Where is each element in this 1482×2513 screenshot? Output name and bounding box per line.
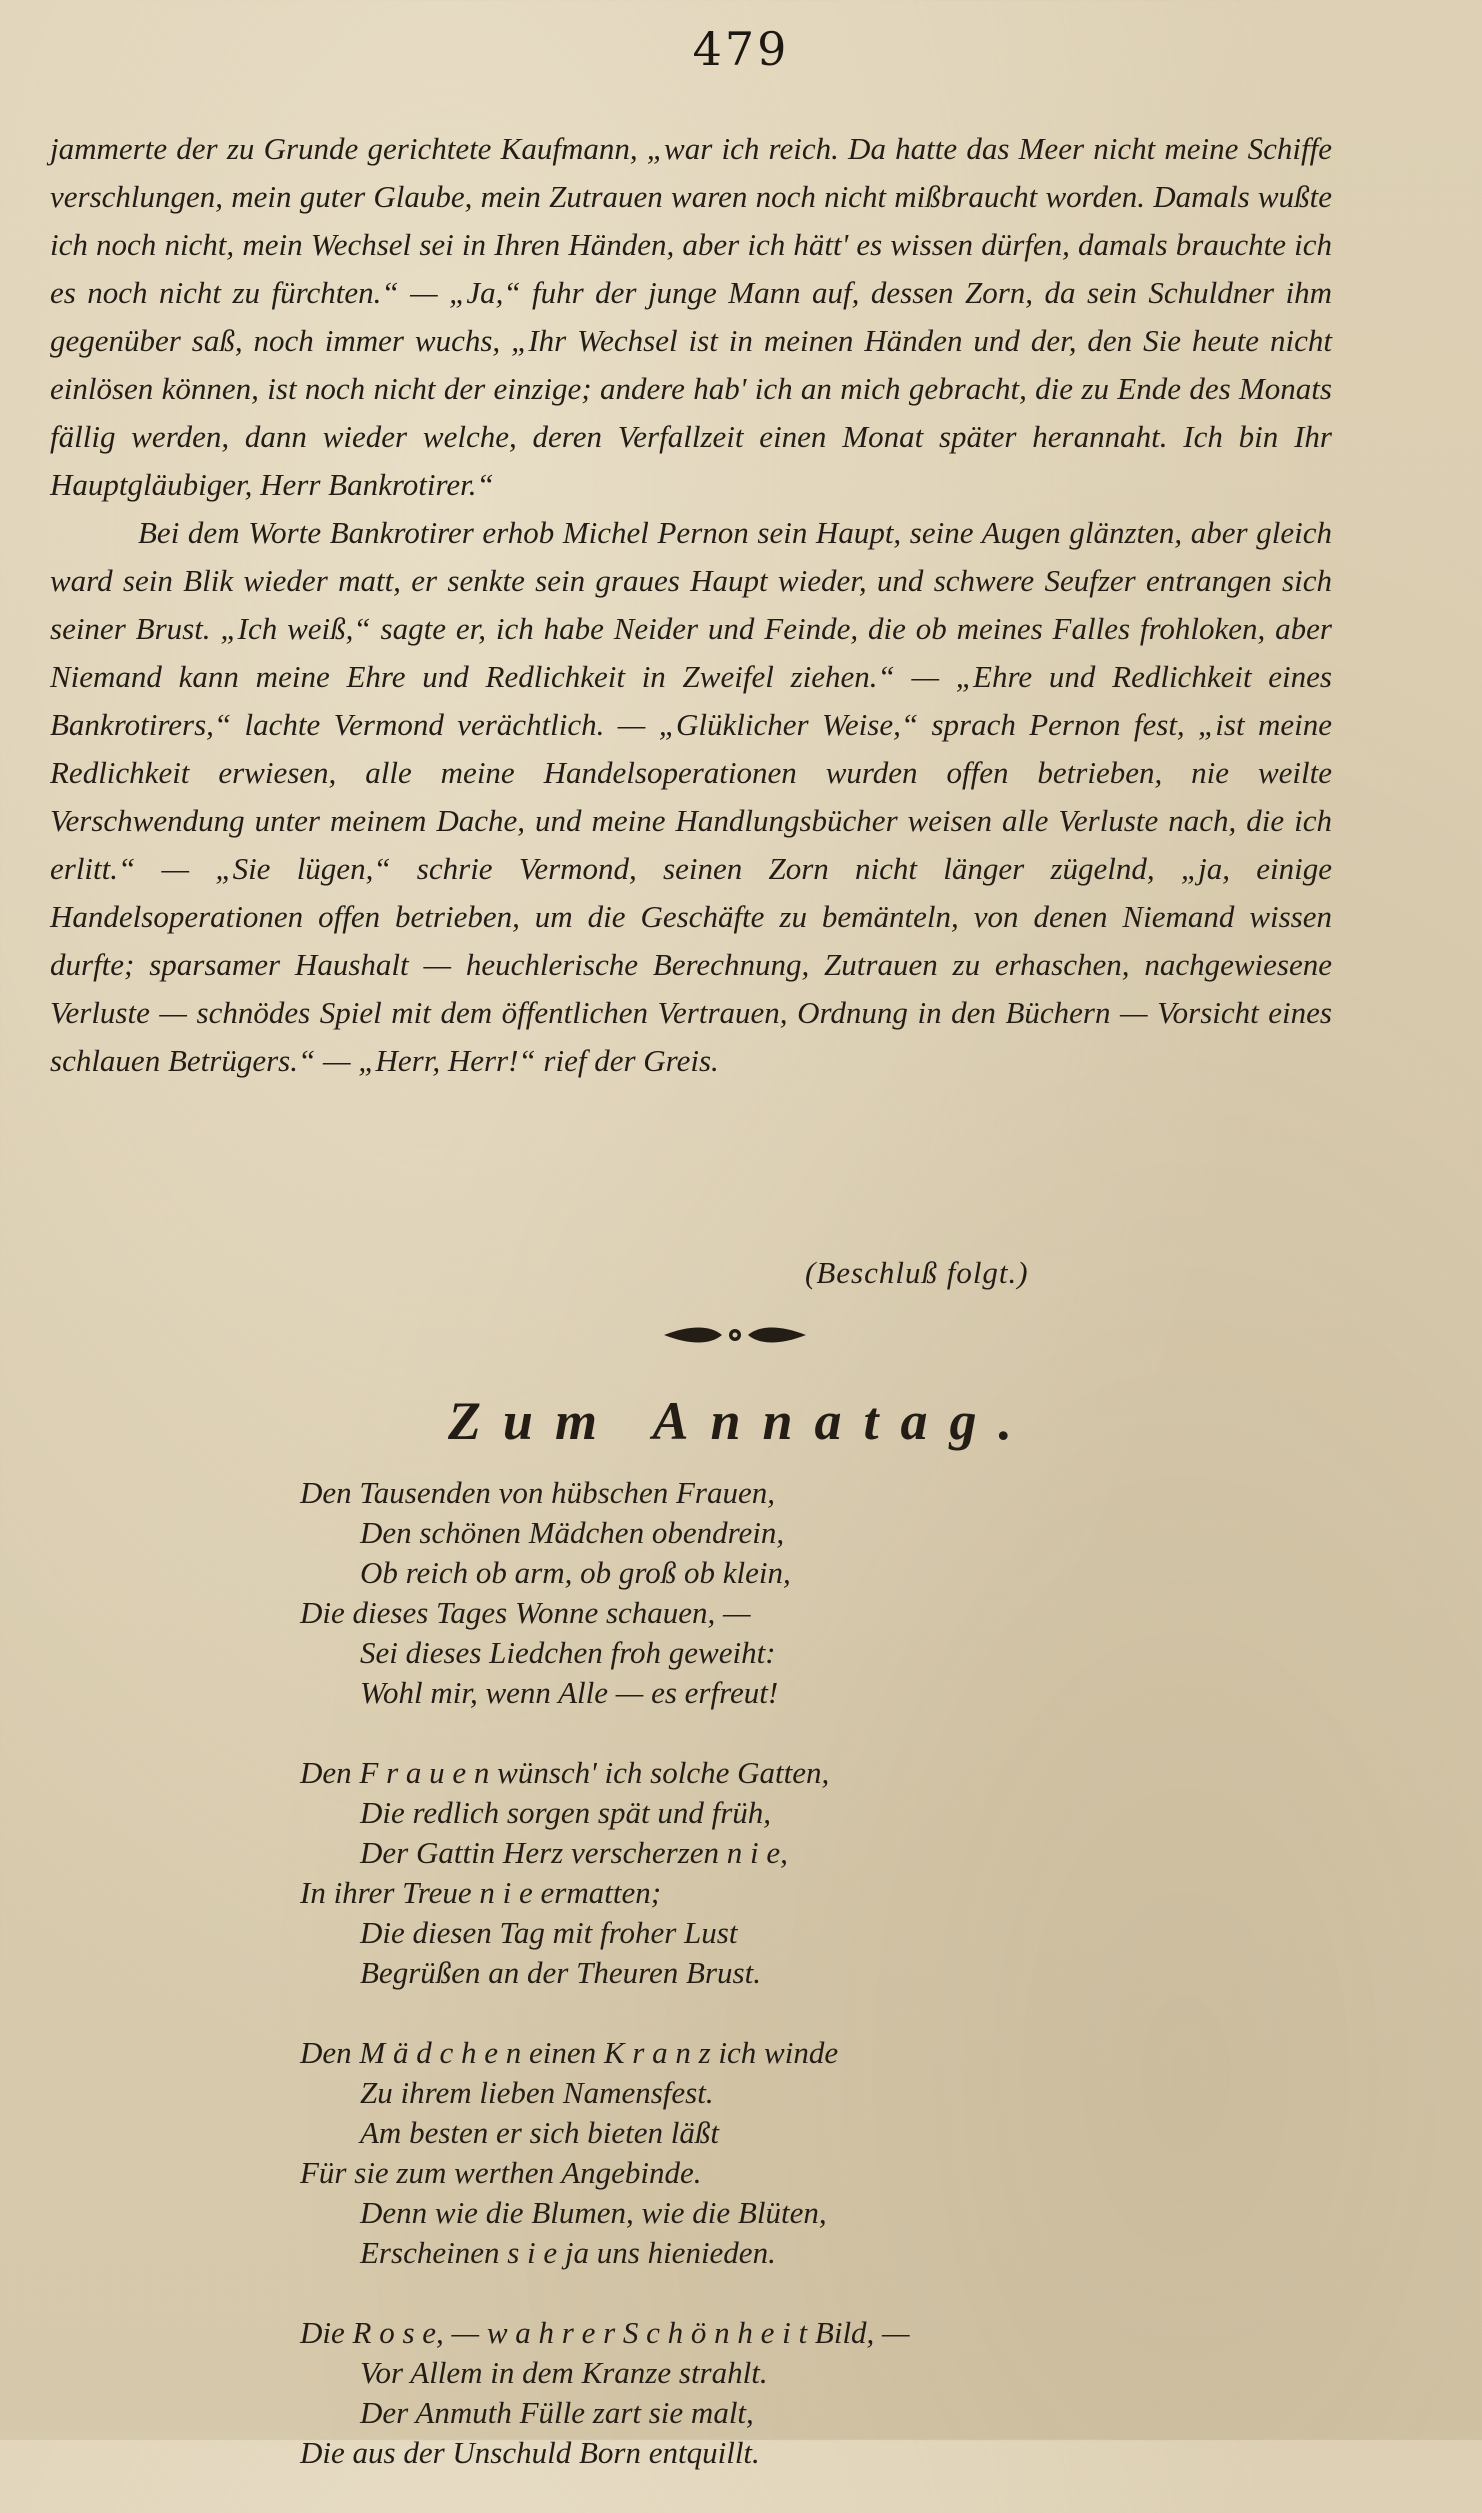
poem xyxy=(300,1473,1350,2513)
poem-line: Erscheinen s i e ja uns hienieden. xyxy=(360,2235,776,2270)
story-text xyxy=(50,125,1332,1085)
story-paragraph: jammerte der zu Grunde gerichtete Kaufmann, „war ich reich. Da hatte das Meer nicht meine Schiffe verschlungen, mein guter Glaube, mein Zutrauen waren noch nicht mißbraucht worden. Damals wußte ich noch nicht, mein Wechsel sei in Ihren Händen, aber ich hätt' es wissen dürfen, damals brauchte ich es noch nicht zu fürchten.“ — „Ja,“ fuhr der junge Mann auf, dessen Zorn, da sein Schuldner ihm gegenüber saß, noch immer wuchs, „Ihr Wechsel ist in meinen Händen und der, den Sie heute nicht einlösen können, ist noch nicht der einzige; andere hab' ich an mich gebracht, die zu Ende des Monats fällig werden, dann wieder welche, deren Verfallzeit einen Monat später herannaht. Ich bin Ihr Hauptgläubiger, Herr Bankrotirer.“ xyxy=(50,131,1332,502)
poem-line: Die aus der Unschuld Born entquillt. xyxy=(300,2435,760,2470)
poem-line: Ob reich ob arm, ob groß ob klein, xyxy=(360,1555,791,1590)
poem-line: Wohl mir, wenn Alle — es erfreut! xyxy=(360,1675,779,1710)
poem-line: Die dieses Tages Wonne schauen, — xyxy=(300,1595,751,1630)
poem-line: Den Tausenden von hübschen Frauen, xyxy=(300,1475,775,1510)
poem-line: Die R o s e, — w a h r e r S c h ö n h e i t Bild, — xyxy=(300,2315,910,2350)
poem-line: Vor Allem in dem Kranze strahlt. xyxy=(360,2355,768,2390)
poem-line: Zu ihrem lieben Namensfest. xyxy=(360,2075,714,2110)
poem-line: Denn wie die Blumen, wie die Blüten, xyxy=(360,2195,827,2230)
ornament-divider-icon xyxy=(660,1320,810,1350)
poem-line: Sei dieses Liedchen froh geweiht: xyxy=(360,1635,776,1670)
continuation-note: (Beschluß folgt.) xyxy=(805,1255,1029,1290)
poem-line: Der Anmuth Fülle zart sie malt, xyxy=(360,2395,754,2430)
poem-stanza xyxy=(300,2033,1350,2273)
poem-line: Die redlich sorgen spät und früh, xyxy=(360,1795,772,1830)
poem-line: Begrüßen an der Theuren Brust. xyxy=(360,1955,761,1990)
story-paragraph: Bei dem Worte Bankrotirer erhob Michel Pernon sein Haupt, seine Augen glänzten, aber gleich ward sein Blik wieder matt, er senkte sein graues Haupt wieder, und schwere Seufzer entrangen sich seiner Brust. „Ich weiß,“ sagte er, ich habe Neider und Feinde, die ob meines Falles frohloken, aber Niemand kann meine Ehre und Redlichkeit in Zweifel ziehen.“ — „Ehre und Redlichkeit eines Bankrotirers,“ lachte Vermond verächtlich. — „Glüklicher Weise,“ sprach Pernon fest, „ist meine Redlichkeit erwiesen, alle meine Handelsoperationen wurden offen betrieben, nie weilte Verschwendung unter meinem Dache, und meine Handlungsbücher weisen alle Verluste nach, die ich erlitt.“ — „Sie lügen,“ schrie Vermond, seinen Zorn nicht länger zügelnd, „ja, einige Handelsoperationen offen betrieben, um die Geschäfte zu bemänteln, von denen Niemand wissen durfte; sparsamer Haushalt — heuchlerische Berechnung, Zutrauen zu erhaschen, nachgewiesene Verluste — schnödes Spiel mit dem öffentlichen Vertrauen, Ordnung in den Büchern — Vorsicht eines schlauen Betrügers.“ — „Herr, Herr!“ rief der Greis. xyxy=(50,515,1332,1078)
poem-line: Den schönen Mädchen obendrein, xyxy=(360,1515,785,1550)
poem-title: Zum Annatag. xyxy=(447,1391,1035,1451)
poem-line: Den M ä d c h e n einen K r a n z ich winde xyxy=(300,2035,839,2070)
poem-line: In ihrer Treue n i e ermatten; xyxy=(300,1875,662,1910)
poem-line: Der Gattin Herz verscherzen n i e, xyxy=(360,1835,788,1870)
poem-stanza xyxy=(300,2313,1350,2473)
poem-line: Die diesen Tag mit froher Lust xyxy=(360,1915,738,1950)
poem-line: Am besten er sich bieten läßt xyxy=(360,2115,719,2150)
poem-stanza xyxy=(300,1473,1350,1713)
poem-line: Den F r a u e n wünsch' ich solche Gatten, xyxy=(300,1755,830,1790)
page-number: 479 xyxy=(692,22,790,76)
poem-stanza xyxy=(300,1753,1350,1993)
poem-line: Für sie zum werthen Angebinde. xyxy=(300,2155,702,2190)
